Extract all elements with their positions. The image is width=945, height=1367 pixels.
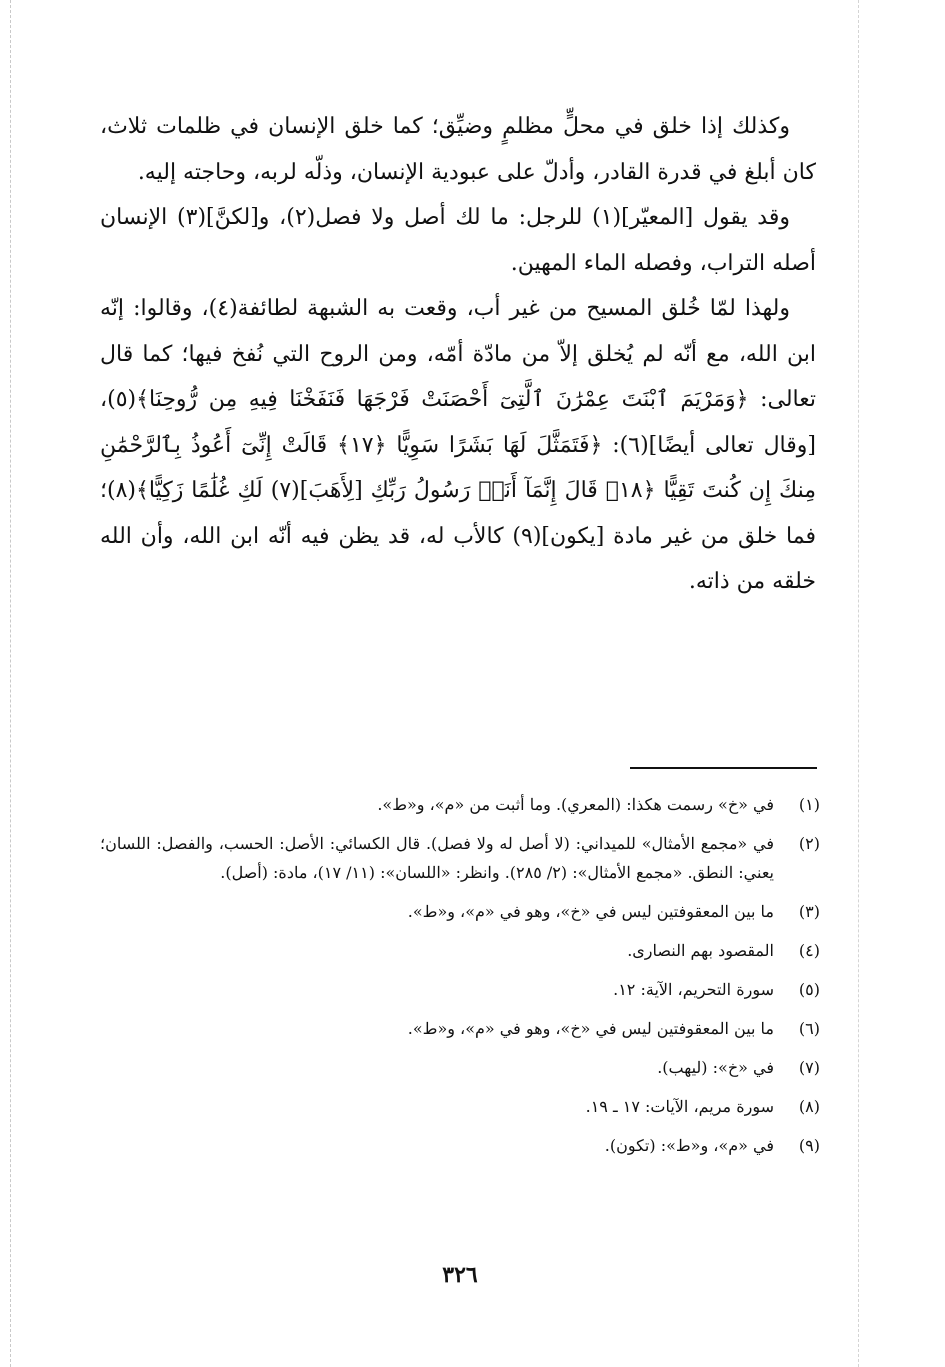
footnote-text: ما بين المعقوفتين ليس في «خ»، وهو في «م»، و«ط». <box>407 902 774 921</box>
page-number: ٣٢٦ <box>442 1262 478 1288</box>
footnote-8 <box>100 1092 820 1121</box>
footnote-6 <box>100 1014 820 1043</box>
footnotes <box>100 790 820 1170</box>
footnote-number: (٦) <box>798 1019 820 1038</box>
footnote-text: ما بين المعقوفتين ليس في «خ»، وهو في «م»، و«ط». <box>407 1019 774 1038</box>
footnote-number: (٥) <box>798 980 820 999</box>
footnote-text: في «مجمع الأمثال» للميداني: (لا أصل له ولا فصل). قال الكسائي: الأصل: الحسب، والفصل: اللسان؛ يعني: النطق. «مجمع الأمثال»: (٢/ ٢٨٥). وانظر: «اللسان»: (١١/ ١٧)، مادة: (أصل). <box>100 834 774 882</box>
paragraph-1: وكذلك إذا خلق في محلٍّ مظلمٍ وضيِّق؛ كما خلق الإنسان في ظلمات ثلاث، كان أبلغ في قدرة القادر، وأدلّ على عبودية الإنسان، وذلّه لربه، وحاجته إليه. <box>100 114 816 185</box>
footnote-number: (١) <box>798 795 820 814</box>
footnote-text: المقصود بهم النصارى. <box>627 941 774 960</box>
footnote-9 <box>100 1131 820 1160</box>
scan-edge-left <box>10 0 12 1367</box>
footnote-number: (٤) <box>798 941 820 960</box>
footnote-text: في «م»، و«ط»: (تكون). <box>604 1136 774 1155</box>
footnote-text: في «خ» رسمت هكذا: (المعري). وما أثبت من «م»، و«ط». <box>377 795 774 814</box>
footnote-7 <box>100 1053 820 1082</box>
footnote-number: (٢) <box>798 834 820 853</box>
footnote-number: (٣) <box>798 902 820 921</box>
main-text <box>100 104 816 605</box>
paragraph-3: ولهذا لمّا خُلق المسيح من غير أب، وقعت به الشبهة لطائفة(٤)، وقالوا: إنّه ابن الله، مع أنّه لم يُخلق إلاّ من مادّة أمّه، ومن الروح التي نُفخ فيها؛ كما قال تعالى: ﴿وَمَرْيَمَ ٱبْنَتَ عِمْرَٰنَ ٱلَّتِىٓ أَحْصَنَتْ فَرْجَهَا فَنَفَخْنَا فِيهِ مِن رُّوحِنَا﴾(٥)، [وقال تعالى أيضًا](٦): ﴿فَتَمَثَّلَ لَهَا بَشَرًا سَوِيًّا ﴿١٧﴾ قَالَتْ إِنِّىٓ أَعُوذُ بِٱلرَّحْمَٰنِ مِنكَ إِن كُنتَ تَقِيًّا ﴿١٨﴾ قَالَ إِنَّمَآ أَنَا۠ رَسُولُ رَبِّكِ [لِأَهَبَ](٧) لَكِ غُلَٰمًا زَكِيًّا﴾(٨)؛ فما خلق من غير مادة [يكون](٩) كالأب له، قد يظن فيه أنّه ابن الله، وأن الله خلقه من ذاته. <box>100 296 817 594</box>
footnote-3 <box>100 897 820 926</box>
footnote-text: سورة التحريم، الآية: ١٢. <box>613 980 774 999</box>
footnote-number: (٩) <box>798 1136 820 1155</box>
footnote-text: في «خ»: (ليهب). <box>657 1058 774 1077</box>
paragraph-2: وقد يقول [المعيّر](١) للرجل: ما لك أصل ولا فصل(٢)، و[لكنَّ](٣) الإنسان أصله التراب، وفصله الماء المهين. <box>100 205 816 276</box>
footnote-separator <box>630 767 817 769</box>
footnote-number: (٧) <box>798 1058 820 1077</box>
scan-edge-right <box>858 0 860 1367</box>
footnote-number: (٨) <box>798 1097 820 1116</box>
footnote-text: سورة مريم، الآيات: ١٧ ـ ١٩. <box>585 1097 774 1116</box>
footnote-4 <box>100 936 820 965</box>
footnote-2 <box>100 829 820 887</box>
footnote-5 <box>100 975 820 1004</box>
footnote-1 <box>100 790 820 819</box>
